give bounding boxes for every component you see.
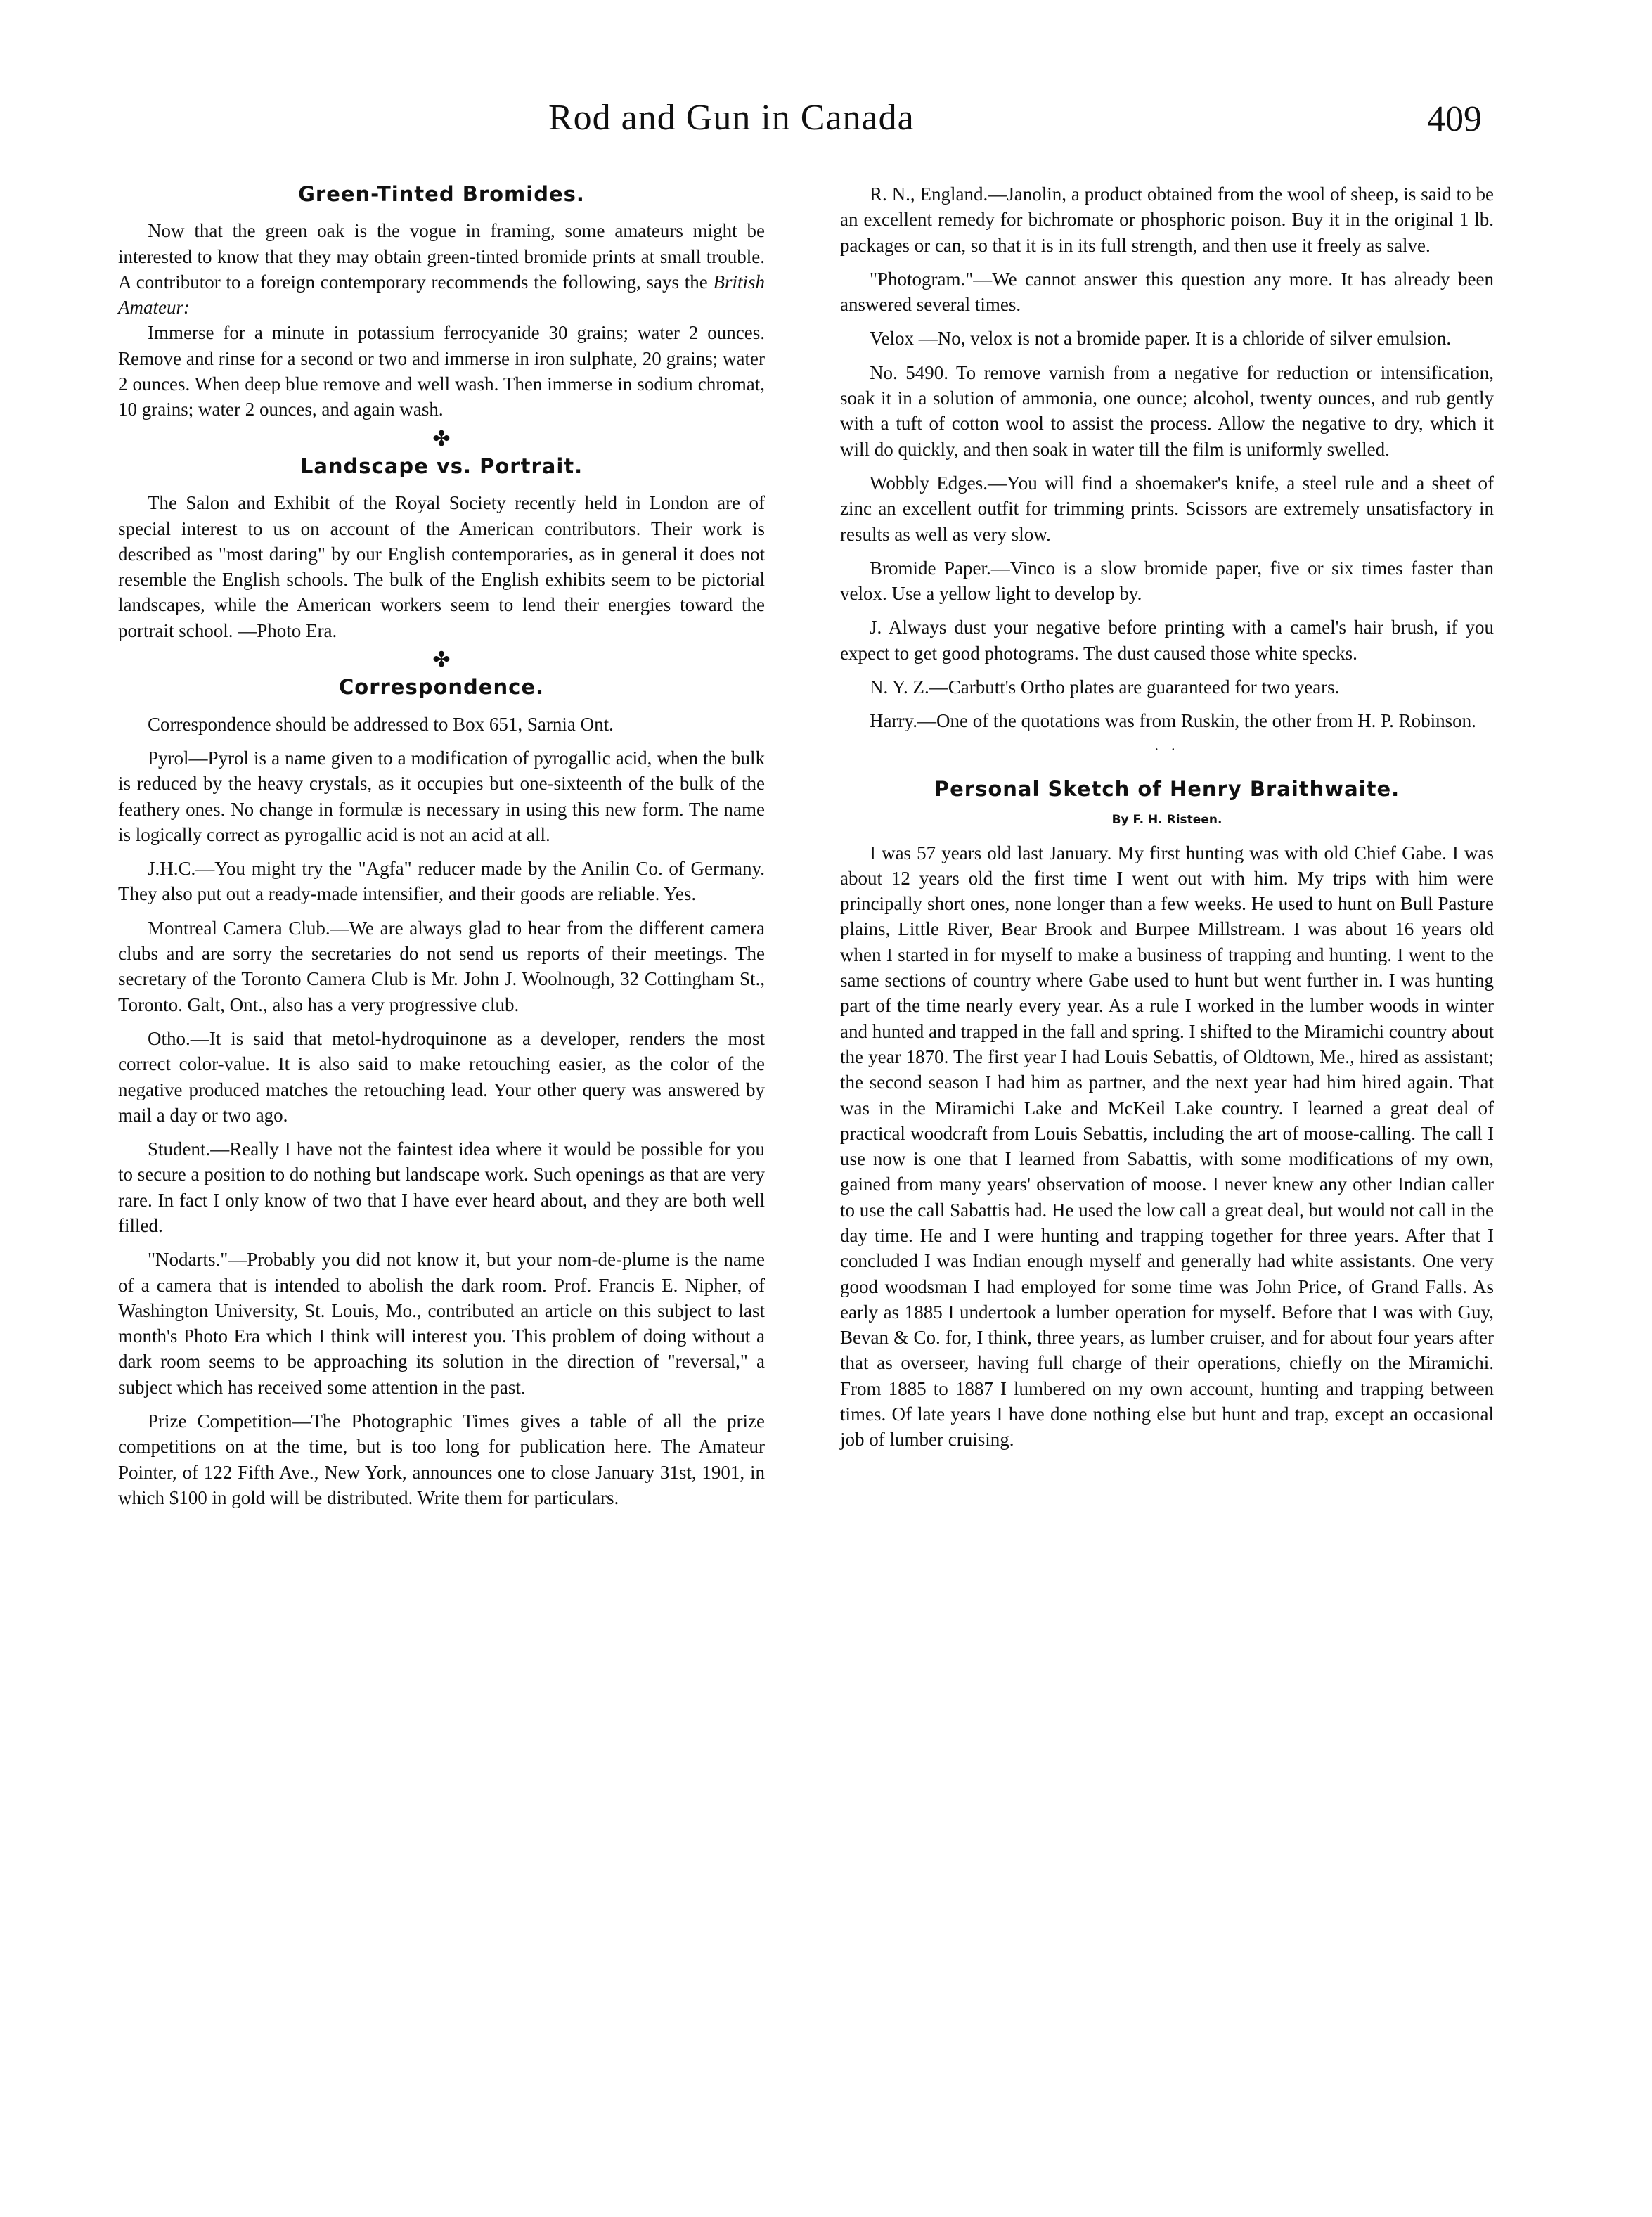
- sketch-byline: By F. H. Risteen.: [1111, 813, 1222, 828]
- correspondence-paragraph: Correspondence should be addressed to Box 651, Sarnia Ont.: [148, 713, 614, 735]
- ornament-divider: ✤: [432, 648, 451, 673]
- correspondence-reply: Harry.—One of the quotations was from Ruskin, the other from H. P. Robinson.: [870, 710, 1476, 732]
- correspondence-reply: Bromide Paper.—Vinco is a slow bromide paper, five or six times faster than velox. Use a yellow light to develop by.: [840, 557, 1494, 605]
- correspondence-heading: Correspondence.: [338, 675, 544, 700]
- correspondence-paragraph: Student.—Really I have not the faintest idea where it would be possible for you to secure a position to do nothing but landscape work. Such openings as that are very rare. In fact I only know of two that I have ever heard about, and they are both well filled.: [118, 1138, 765, 1236]
- correspondence-paragraph: Montreal Camera Club.—We are always glad to hear from the different camera clubs and are sorry the secretaries do not send us reports of their meetings. The secretary of the Toronto Camera Club is Mr. John J. Woolnough, 32 Cottingham St., Toronto. Galt, Ont., also has a very progressive club.: [118, 917, 765, 1015]
- correspondence-paragraph: J.H.C.—You might try the "Agfa" reducer made by the Anilin Co. of Germany. They also put out a ready-made intensifier, and their goods are reliable. Yes.: [118, 858, 765, 905]
- landscape-paragraph: The Salon and Exhibit of the Royal Society recently held in London are of special interest to us on account of the American contributors. Their work is described as "most daring" by our English contemporaries, as in general it does not resemble the English schools. The bulk of the English exhibits seem to be pictorial landscapes, while the American workers seem to lend their energies toward the portrait school. —Photo Era.: [118, 492, 765, 641]
- ornament-divider: ✤: [432, 426, 451, 451]
- correspondence-paragraph: Pyrol—Pyrol is a name given to a modification of pyrogallic acid, when the bulk is reduced by the heavy crystals, as it occupies but one-sixteenth of the bulk of the feathery ones. No change in formulæ is necessary in using this new form. The name is logically correct as pyrogallic acid is not an acid at all.: [118, 747, 765, 845]
- correspondence-paragraph: Prize Competition—The Photographic Times gives a table of all the prize competitions on at the time, but is too long for publication here. The Amateur Pointer, of 122 Fifth Ave., New York, announces one to close January 31st, 1901, in which $100 in gold will be distributed. Write them for particulars.: [118, 1410, 765, 1508]
- correspondence-paragraph: "Nodarts."—Probably you did not know it, but your nom-de-plume is the name of a camera that is intended to abolish the dark room. Prof. Francis E. Nipher, of Washington University, St. Louis, Mo., contributed an article on this subject to last month's Photo Era which I think will interest you. This problem of doing without a dark room seems to be approaching its solution in the direction of "reversal," a subject which has received some attention in the past.: [118, 1249, 765, 1398]
- bromides-paragraph-1-text: Now that the green oak is the vogue in framing, some amateurs might be interested to know that they may obtain green-tinted bromide prints at small trouble. A contributor to a foreign contemporary recommends the following, says the: [118, 220, 765, 293]
- correspondence-reply: Velox —No, velox is not a bromide paper. It is a chloride of silver emulsion.: [870, 328, 1452, 349]
- page-number: 409: [1427, 99, 1482, 139]
- correspondence-reply: R. N., England.—Janolin, a product obtained from the wool of sheep, is said to be an excellent remedy for bichromate or phosphoric poison. Buy it in the original 1 lb. packages or can, so that it is in its full strength, and then use it freely as salve.: [840, 184, 1494, 256]
- correspondence-reply: Wobbly Edges.—You will find a shoemaker's knife, a steel rule and a sheet of zinc an excellent outfit for trimming prints. Scissors are extremely unsatisfactory in results as well as very slow.: [840, 472, 1494, 545]
- sketch-paragraph: I was 57 years old last January. My first hunting was with old Chief Gabe. I was about 12 years old the first time I went out with him. My trips with him were principally short ones, none longer than a few weeks. He used to hunt on Bull Pasture plains, Little River, Bear Brook and Burpee Millstream. I was about 16 years old when I started in for myself to make a business of trapping and hunting. I went to the same sections of country where Gabe used to hunt but went further in. I was hunting part of the time nearly every year. As a rule I worked in the lumber woods in winter and hunted and trapped in the fall and spring. I shifted to the Miramichi country about the year 1870. The first year I had Louis Sebattis, of Oldtown, Me., hired as assistant; the second season I had him as partner, and the next year had him hired again. That was in the Miramichi Lake and McKeil Lake country. I learned a great deal of practical woodcraft from Louis Sebattis, including the art of moose-calling. The call I use now is one that I learned from Sabattis, with some modifications of my own, gained from many years' observation of moose. I never knew any other Indian caller to use the call Sabattis had. He used the low call a great deal, but would not call in the day time. He and I were hunting and trapping together for three years. After that I concluded I was Indian enough myself and generally had white assistants. One very good woodsman I had employed for some time was John Price, of Grand Falls. As early as 1885 I undertook a lumber operation for myself. Before that I was with Guy, Bevan & Co. for, I think, three years, as lumber cruiser, and for about four years after that as overseer, having full charge of their operations, chiefly on the Miramichi. From 1885 to 1887 I lumbered on my own account, hunting and trapping between times. Of late years I have done nothing else but hunt and trap, except an occasional job of lumber cruising.: [840, 842, 1494, 1451]
- correspondence-reply: N. Y. Z.—Carbutt's Ortho plates are guaranteed for two years.: [870, 676, 1340, 698]
- bromides-source: British Amateur:: [118, 271, 765, 319]
- running-title: Rod and Gun in Canada: [548, 98, 915, 138]
- left-column: [118, 181, 765, 1510]
- bromides-paragraph-1: [118, 218, 765, 320]
- correspondence-reply: "Photogram."—We cannot answer this question any more. It has already been answered several times.: [840, 268, 1494, 316]
- landscape-heading: Landscape vs. Portrait.: [299, 454, 583, 478]
- right-column: [840, 181, 1494, 1453]
- bromides-paragraph-2: Immerse for a minute in potassium ferrocyanide 30 grains; water 2 ounces. Remove and rinse for a second or two and immerse in iron sulphate, 20 grains; water 2 ounces. When deep blue remove and well wash. Then immerse in sodium chromat, 10 grains; water 2 ounces, and again wash.: [118, 322, 765, 420]
- correspondence-reply: J. Always dust your negative before printing with a camel's hair brush, if you expect to get good photograms. The dust caused those white specks.: [840, 617, 1494, 664]
- sketch-heading: Personal Sketch of Henry Braithwaite.: [934, 776, 1400, 801]
- section-divider: · ·: [1154, 741, 1180, 757]
- correspondence-reply: No. 5490. To remove varnish from a negative for reduction or intensification, soak it in a solution of ammonia, one ounce; alcohol, twenty ounces, and rub gently with a tuft of cotton wool to assist the process. Allow the negative to dry, which it will do quickly, and then soak in water till the film is uniformly swelled.: [840, 361, 1494, 460]
- bromides-heading: Green-Tinted Bromides.: [298, 182, 585, 206]
- correspondence-paragraph: Otho.—It is said that metol-hydroquinone as a developer, renders the most correct color-value. It is also said to make retouching easier, as the color of the negative produced matches the retouching lead. Your other query was answered by mail a day or two ago.: [118, 1027, 765, 1126]
